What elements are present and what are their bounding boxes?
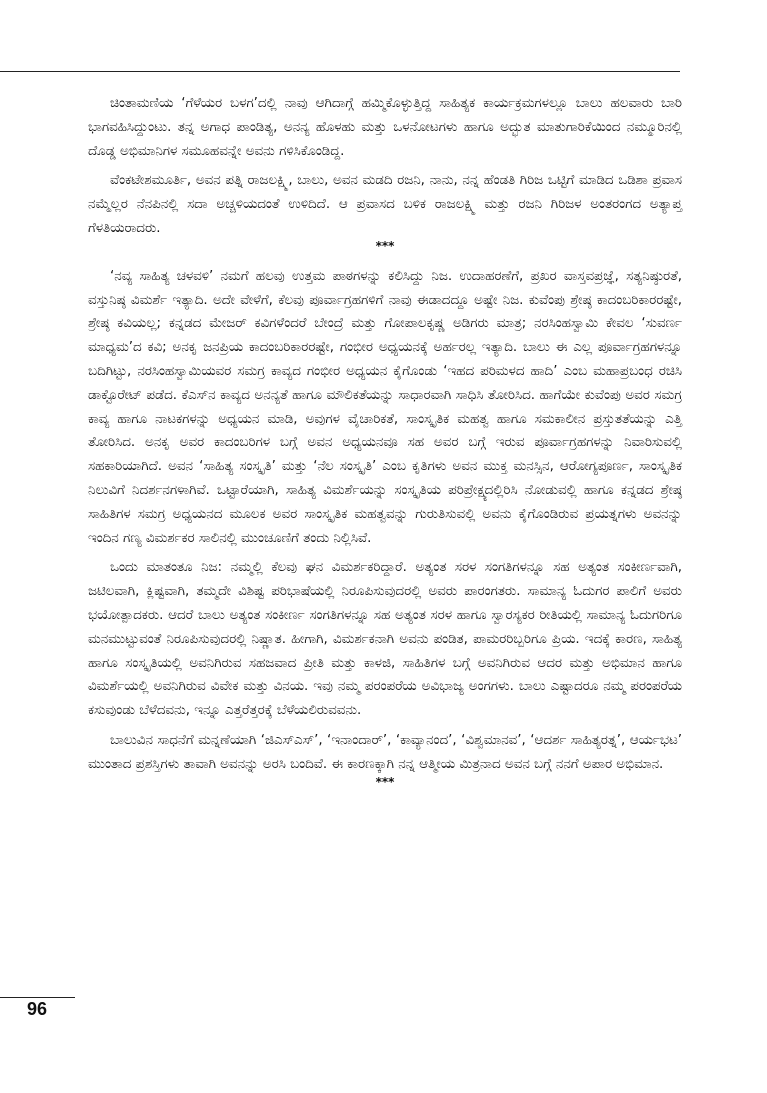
paragraph-5: ಬಾಲುವಿನ ಸಾಧನೆಗೆ ಮನ್ನಣೆಯಾಗಿ ‘ಜಿಎಸ್‌ಎಸ್’, ‘ಇನಾಂದಾರ್’, ‘ಕಾವ್ಯಾನಂದ’, ‘ವಿಶ್ವಮಾನವ’, ‘ಆದರ್ಶ ಸಾಹಿತ್ಯರತ್ನ’, ಆರ್ಯಭಟ’ ಮುಂತಾದ ಪ್ರಶಸ್ತಿಗಳು ತಾವಾಗಿ ಅವನನ್ನು ಅರಸಿ ಬಂದಿವೆ. ಈ ಕಾರಣಕ್ಕಾಗಿ ನನ್ನ ಆತ್ಮೀಯ ಮಿತ್ರನಾದ ಅವನ ಬಗ್ಗೆ ನನಗೆ ಅಪಾರ ಅಭಿಮಾನ. (88, 732, 682, 772)
page-body (88, 92, 682, 787)
page-number: 96 (27, 999, 48, 1019)
header-rule (0, 71, 680, 72)
section-separator-end: *** (375, 774, 395, 789)
paragraph-1: ಚಿಂತಾಮಣಿಯ ‘ಗೆಳೆಯರ ಬಳಗ’ದಲ್ಲಿ ನಾವು ಆಗಿದಾಗ್ಗೆ ಹಮ್ಮಿಕೊಳ್ಳುತ್ತಿದ್ದ ಸಾಹಿತ್ಯಕ ಕಾರ್ಯಕ್ರಮಗಳಲ್ಲೂ ಬಾಲು ಹಲವಾರು ಬಾರಿ ಭಾಗವಹಿಸಿದ್ದುಂಟು. ತನ್ನ ಅಗಾಧ ಪಾಂಡಿತ್ಯ, ಅನನ್ಯ ಹೊಳಹು ಮತ್ತು ಒಳನೋಟಗಳು ಹಾಗೂ ಅದ್ಭುತ ಮಾತುಗಾರಿಕೆಯಿಂದ ನಮ್ಮೂರಿನಲ್ಲಿ ದೊಡ್ಡ ಅಭಿಮಾನಿಗಳ ಸಮೂಹವನ್ನೇ ಅವನು ಗಳಿಸಿಕೊಂಡಿದ್ದ. (88, 96, 682, 159)
footer-rule (0, 997, 75, 998)
paragraph-2: ವೆಂಕಟೇಶಮೂರ್ತಿ, ಅವನ ಪತ್ನಿ ರಾಜಲಕ್ಷ್ಮಿ, ಬಾಲು, ಅವನ ಮಡದಿ ರಜನಿ, ನಾನು, ನನ್ನ ಹೆಂಡತಿ ಗಿರಿಜ ಒಟ್ಟಿಗೆ ಮಾಡಿದ ಒಡಿಶಾ ಪ್ರವಾಸ ನಮ್ಮೆಲ್ಲರ ನೆನಪಿನಲ್ಲಿ ಸದಾ ಅಚ್ಚಳಿಯದಂತೆ ಉಳಿದಿದೆ. ಆ ಪ್ರವಾಸದ ಬಳಿಕ ರಾಜಲಕ್ಷ್ಮಿ ಮತ್ತು ರಜನಿ ಗಿರಿಜಳ ಅಂತರಂಗದ ಅತ್ಯಾಪ್ತ ಗೆಳತಿಯರಾದರು. (88, 173, 682, 236)
paragraph-3: ‘ನವ್ಯ ಸಾಹಿತ್ಯ ಚಳವಳಿ’ ನಮಗೆ ಹಲವು ಉತ್ತಮ ಪಾಠಗಳನ್ನು ಕಲಿಸಿದ್ದು ನಿಜ. ಉದಾಹರಣೆಗೆ, ಪ್ರಖರ ವಾಸ್ತವಪ್ರಜ್ಞೆ, ಸತ್ಯನಿಷ್ಠುರತೆ, ವಸ್ತುನಿಷ್ಠ ವಿಮರ್ಶೆ ಇತ್ಯಾದಿ. ಅದೇ ವೇಳೆಗೆ, ಕೆಲವು ಪೂರ್ವಾಗ್ರಹಗಳಿಗೆ ನಾವು ಈಡಾದದ್ದೂ ಅಷ್ಟೇ ನಿಜ. ಕುವೆಂಪು ಶ್ರೇಷ್ಠ ಕಾದಂಬರಿಕಾರರಷ್ಟೇ, ಶ್ರೇಷ್ಠ ಕವಿಯಲ್ಲ; ಕನ್ನಡದ ಮೇಜರ್ ಕವಿಗಳೆಂದರೆ ಬೇಂದ್ರೆ ಮತ್ತು ಗೋಪಾಲಕೃಷ್ಣ ಅಡಿಗರು ಮಾತ್ರ; ನರಸಿಂಹಸ್ವಾಮಿ ಕೇವಲ ‘ಸುವರ್ಣ ಮಾಧ್ಯಮ’ದ ಕವಿ; ಅನಕೃ ಜನಪ್ರಿಯ ಕಾದಂಬರಿಕಾರರಷ್ಟೇ, ಗಂಭೀರ ಅಧ್ಯಯನಕ್ಕೆ ಅರ್ಹರಲ್ಲ ಇತ್ಯಾದಿ. ಬಾಲು ಈ ಎಲ್ಲ ಪೂರ್ವಾಗ್ರಹಗಳನ್ನೂ ಬದಿಗಿಟ್ಟು, ನರಸಿಂಹಸ್ವಾಮಿಯವರ ಸಮಗ್ರ ಕಾವ್ಯದ ಗಂಭೀರ ಅಧ್ಯಯನ ಕೈಗೊಂಡು ‘ಇಹದ ಪರಿಮಳದ ಹಾದಿ’ ಎಂಬ ಮಹಾಪ್ರಬಂಧ ರಚಿಸಿ ಡಾಕ್ಟೊರೇಟ್ ಪಡೆದ. ಕೆಎಸ್‌ನ ಕಾವ್ಯದ ಅನನ್ಯತೆ ಹಾಗೂ ಮೌಲಿಕತೆಯನ್ನು ಸಾಧಾರವಾಗಿ ಸಾಧಿಸಿ ತೋರಿಸಿದ. ಹಾಗೆಯೇ ಕುವೆಂಪು ಅವರ ಸಮಗ್ರ ಕಾವ್ಯ ಹಾಗೂ ನಾಟಕಗಳನ್ನು ಅಧ್ಯಯನ ಮಾಡಿ, ಅವುಗಳ ವೈಚಾರಿಕತೆ, ಸಾಂಸ್ಕೃತಿಕ ಮಹತ್ವ ಹಾಗೂ ಸಮಕಾಲೀನ ಪ್ರಸ್ತುತತೆಯನ್ನು ಎತ್ತಿ ತೋರಿಸಿದ. ಅನಕೃ ಅವರ ಕಾದಂಬರಿಗಳ ಬಗ್ಗೆ ಅವನ ಅಧ್ಯಯನವೂ ಸಹ ಅವರ ಬಗ್ಗೆ ಇರುವ ಪೂರ್ವಾಗ್ರಹಗಳನ್ನು ನಿವಾರಿಸುವಲ್ಲಿ ಸಹಕಾರಿಯಾಗಿದೆ. ಅವನ ‘ಸಾಹಿತ್ಯ ಸಂಸ್ಕೃತಿ’ ಮತ್ತು ‘ನೆಲ ಸಂಸ್ಕೃತಿ’ ಎಂಬ ಕೃತಿಗಳು ಅವನ ಮುಕ್ತ ಮನಸ್ಸಿನ, ಆರೋಗ್ಯಪೂರ್ಣ, ಸಾಂಸ್ಕೃತಿಕ ನಿಲುವಿಗೆ ನಿದರ್ಶನಗಳಾಗಿವೆ. ಒಟ್ಟಾರೆಯಾಗಿ, ಸಾಹಿತ್ಯ ವಿಮರ್ಶೆಯನ್ನು ಸಂಸ್ಕೃತಿಯ ಪರಿಪ್ರೇಕ್ಷ್ಯದಲ್ಲಿರಿಸಿ ನೋಡುವಲ್ಲಿ ಹಾಗೂ ಕನ್ನಡದ ಶ್ರೇಷ್ಠ ಸಾಹಿತಿಗಳ ಸಮಗ್ರ ಅಧ್ಯಯನದ ಮೂಲಕ ಅವರ ಸಾಂಸ್ಕೃತಿಕ ಮಹತ್ವವನ್ನು ಗುರುತಿಸುವಲ್ಲಿ ಅವನು ಕೈಗೊಂಡಿರುವ ಪ್ರಯತ್ನಗಳು ಅವನನ್ನು ಇಂದಿನ ಗಣ್ಯ ವಿಮರ್ಶಕರ ಸಾಲಿನಲ್ಲಿ ಮುಂಚೂಣಿಗೆ ತಂದು ನಿಲ್ಲಿಸಿವೆ. (88, 268, 682, 546)
section-separator: *** (375, 238, 395, 253)
paragraph-4: ಒಂದು ಮಾತಂತೂ ನಿಜ: ನಮ್ಮಲ್ಲಿ ಕೆಲವು ಘನ ವಿಮರ್ಶಕರಿದ್ದಾರೆ. ಅತ್ಯಂತ ಸರಳ ಸಂಗತಿಗಳನ್ನೂ ಸಹ ಅತ್ಯಂತ ಸಂಕೀರ್ಣವಾಗಿ, ಜಟಿಲವಾಗಿ, ಕ್ಲಿಷ್ಟವಾಗಿ, ತಮ್ಮದೇ ವಿಶಿಷ್ಟ ಪರಿಭಾಷೆಯಲ್ಲಿ ನಿರೂಪಿಸುವುದರಲ್ಲಿ ಅವರು ಪಾರಂಗತರು. ಸಾಮಾನ್ಯ ಓದುಗರ ಪಾಲಿಗೆ ಅವರು ಭಯೋತ್ಪಾದಕರು. ಆದರೆ ಬಾಲು ಅತ್ಯಂತ ಸಂಕೀರ್ಣ ಸಂಗತಿಗಳನ್ನೂ ಸಹ ಅತ್ಯಂತ ಸರಳ ಹಾಗೂ ಸ್ವಾರಸ್ಯಕರ ರೀತಿಯಲ್ಲಿ ಸಾಮಾನ್ಯ ಓದುಗರಿಗೂ ಮನಮುಟ್ಟುವಂತೆ ನಿರೂಪಿಸುವುದರಲ್ಲಿ ನಿಷ್ಣಾತ. ಹೀಗಾಗಿ, ವಿಮರ್ಶಕನಾಗಿ ಅವನು ಪಂಡಿತ, ಪಾಮರರಿಬ್ಬರಿಗೂ ಪ್ರಿಯ. ಇದಕ್ಕೆ ಕಾರಣ, ಸಾಹಿತ್ಯ ಹಾಗೂ ಸಂಸ್ಕೃತಿಯಲ್ಲಿ ಅವನಿಗಿರುವ ಸಹಜವಾದ ಪ್ರೀತಿ ಮತ್ತು ಕಾಳಜಿ, ಸಾಹಿತಿಗಳ ಬಗ್ಗೆ ಅವನಿಗಿರುವ ಆದರ ಮತ್ತು ಅಭಿಮಾನ ಹಾಗೂ ವಿಮರ್ಶೆಯಲ್ಲಿ ಅವನಿಗಿರುವ ವಿವೇಕ ಮತ್ತು ವಿನಯ. ಇವು ನಮ್ಮ ಪರಂಪರೆಯ ಅವಿಭಾಜ್ಯ ಅಂಗಗಳು. ಬಾಲು ಎಷ್ಟಾದರೂ ನಮ್ಮ ಪರಂಪರೆಯ ಕಸುವುಂಡು ಬೆಳೆದವನು, ಇನ್ನೂ ಎತ್ತರೆತ್ತರಕ್ಕೆ ಬೆಳೆಯಲಿರುವವನು. (88, 560, 682, 719)
